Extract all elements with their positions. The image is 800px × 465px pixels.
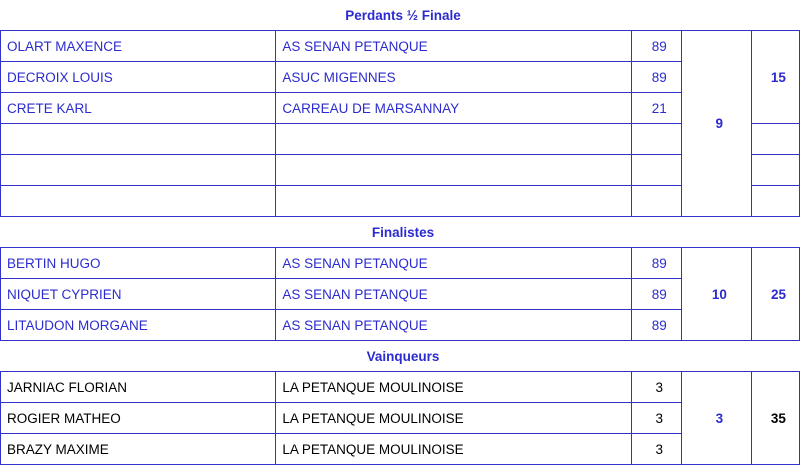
player-points <box>631 155 681 186</box>
team-score-empty <box>751 155 799 186</box>
player-points: 3 <box>631 403 681 434</box>
player-club: CARREAU DE MARSANNAY <box>276 93 631 124</box>
table-row <box>1 372 800 403</box>
section-title-row <box>1 0 800 31</box>
player-club: LA PETANQUE MOULINOISE <box>276 403 631 434</box>
table-row <box>1 31 800 62</box>
player-club <box>276 186 631 217</box>
section-vainqueurs <box>0 341 800 465</box>
team-rank: 9 <box>681 31 751 217</box>
table-row <box>1 62 800 93</box>
table-row <box>1 93 800 124</box>
player-name: BERTIN HUGO <box>1 248 276 279</box>
player-name <box>1 186 276 217</box>
player-name: NIQUET CYPRIEN <box>1 279 276 310</box>
section-title-row <box>1 341 800 372</box>
table-row <box>1 403 800 434</box>
team-score: 25 <box>751 248 799 341</box>
section-title-row <box>1 217 800 248</box>
player-club <box>276 155 631 186</box>
team-score-empty <box>751 124 799 155</box>
section-perdants-demi-finale <box>0 0 800 217</box>
section-title: Perdants ½ Finale <box>345 7 461 23</box>
player-club: LA PETANQUE MOULINOISE <box>276 372 631 403</box>
player-name: CRETE KARL <box>1 93 276 124</box>
player-points <box>631 186 681 217</box>
section-title: Vainqueurs <box>366 348 440 364</box>
team-score: 15 <box>751 31 799 124</box>
player-name <box>1 124 276 155</box>
section-finalistes <box>0 217 800 341</box>
team-score-empty <box>751 186 799 217</box>
table-row-empty <box>1 186 800 217</box>
player-points: 89 <box>631 248 681 279</box>
team-score: 35 <box>751 372 799 465</box>
table-row-empty <box>1 155 800 186</box>
player-name: BRAZY MAXIME <box>1 434 276 465</box>
player-name: DECROIX LOUIS <box>1 62 276 93</box>
player-club: AS SENAN PETANQUE <box>276 279 631 310</box>
table-row-empty <box>1 124 800 155</box>
player-points <box>631 124 681 155</box>
player-points: 89 <box>631 62 681 93</box>
player-name: ROGIER MATHEO <box>1 403 276 434</box>
player-club: LA PETANQUE MOULINOISE <box>276 434 631 465</box>
table-row <box>1 434 800 465</box>
player-club <box>276 124 631 155</box>
table-row <box>1 310 800 341</box>
player-points: 89 <box>631 310 681 341</box>
player-points: 89 <box>631 279 681 310</box>
player-club: ASUC MIGENNES <box>276 62 631 93</box>
player-points: 21 <box>631 93 681 124</box>
player-name: OLART MAXENCE <box>1 31 276 62</box>
player-club: AS SENAN PETANQUE <box>276 310 631 341</box>
player-points: 89 <box>631 31 681 62</box>
player-name: JARNIAC FLORIAN <box>1 372 276 403</box>
player-club: AS SENAN PETANQUE <box>276 31 631 62</box>
table-row <box>1 279 800 310</box>
team-rank: 10 <box>681 248 751 341</box>
team-rank: 3 <box>681 372 751 465</box>
player-name <box>1 155 276 186</box>
player-club: AS SENAN PETANQUE <box>276 248 631 279</box>
player-name: LITAUDON MORGANE <box>1 310 276 341</box>
section-title: Finalistes <box>371 224 435 240</box>
player-points: 3 <box>631 372 681 403</box>
table-row <box>1 248 800 279</box>
player-points: 3 <box>631 434 681 465</box>
